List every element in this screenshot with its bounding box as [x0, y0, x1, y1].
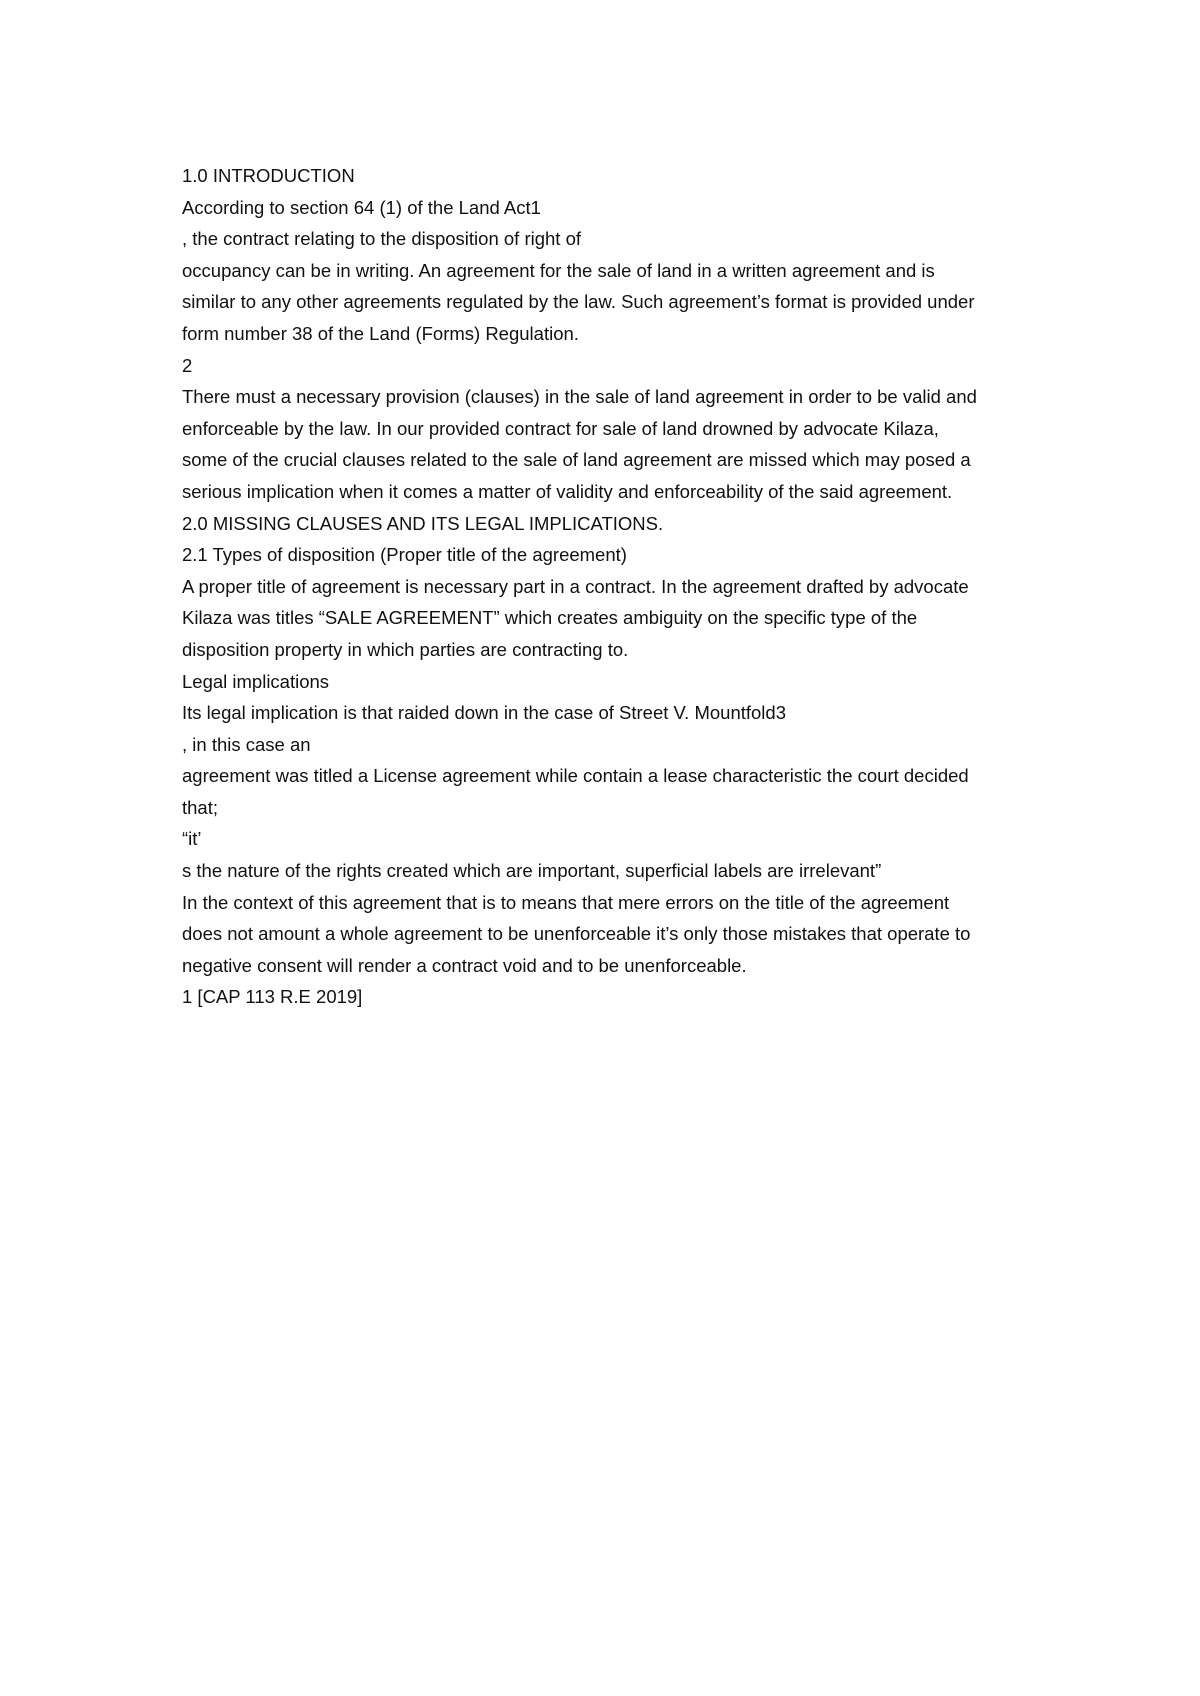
- text-line: negative consent will render a contract void and to be unenforceable.: [182, 954, 747, 976]
- text-line: enforceable by the law. In our provided contract for sale of land drowned by advocate Kilaza,: [182, 417, 939, 439]
- text-line: that;: [182, 796, 218, 818]
- text-line: disposition property in which parties are contracting to.: [182, 638, 629, 660]
- text-line: A proper title of agreement is necessary part in a contract. In the agreement drafted by advocate: [182, 575, 969, 597]
- text-line: some of the crucial clauses related to the sale of land agreement are missed which may posed a: [182, 449, 971, 471]
- text-line: In the context of this agreement that is to means that mere errors on the title of the agreement: [182, 891, 950, 913]
- text-line: form number 38 of the Land (Forms) Regulation.: [182, 322, 579, 344]
- text-line: There must a necessary provision (clauses) in the sale of land agreement in order to be valid and: [182, 386, 977, 408]
- text-line: , in this case an: [182, 733, 311, 755]
- footnote: 1 [CAP 113 R.E 2019]: [182, 986, 363, 1008]
- text-line: serious implication when it comes a matter of validity and enforceability of the said agreement.: [182, 480, 953, 502]
- section-heading-missing-clauses: 2.0 MISSING CLAUSES AND ITS LEGAL IMPLICATIONS.: [182, 512, 664, 534]
- quote-line: “it’: [182, 828, 202, 850]
- text-line: occupancy can be in writing. An agreement for the sale of land in a written agreement and is: [182, 259, 935, 281]
- text-line: According to section 64 (1) of the Land Act1: [182, 196, 541, 218]
- document-body: [182, 160, 1062, 1013]
- section-heading-introduction: 1.0 INTRODUCTION: [182, 165, 355, 186]
- text-line: does not amount a whole agreement to be unenforceable it’s only those mistakes that operate to: [182, 923, 971, 945]
- text-line: similar to any other agreements regulated by the law. Such agreement’s format is provided under: [182, 291, 975, 313]
- quote-line: s the nature of the rights created which are important, superficial labels are irrelevant”: [182, 860, 882, 882]
- text-line: Kilaza was titles “SALE AGREEMENT” which creates ambiguity on the specific type of the: [182, 607, 918, 629]
- subheading-legal-implications: Legal implications: [182, 670, 330, 692]
- subsection-heading: 2.1 Types of disposition (Proper title of the agreement): [182, 544, 627, 566]
- text-line: Its legal implication is that raided down in the case of Street V. Mountfold3: [182, 702, 786, 724]
- text-line: , the contract relating to the disposition of right of: [182, 228, 582, 250]
- footnote-marker: 2: [182, 354, 193, 376]
- text-line: agreement was titled a License agreement while contain a lease characteristic the court decided: [182, 765, 969, 787]
